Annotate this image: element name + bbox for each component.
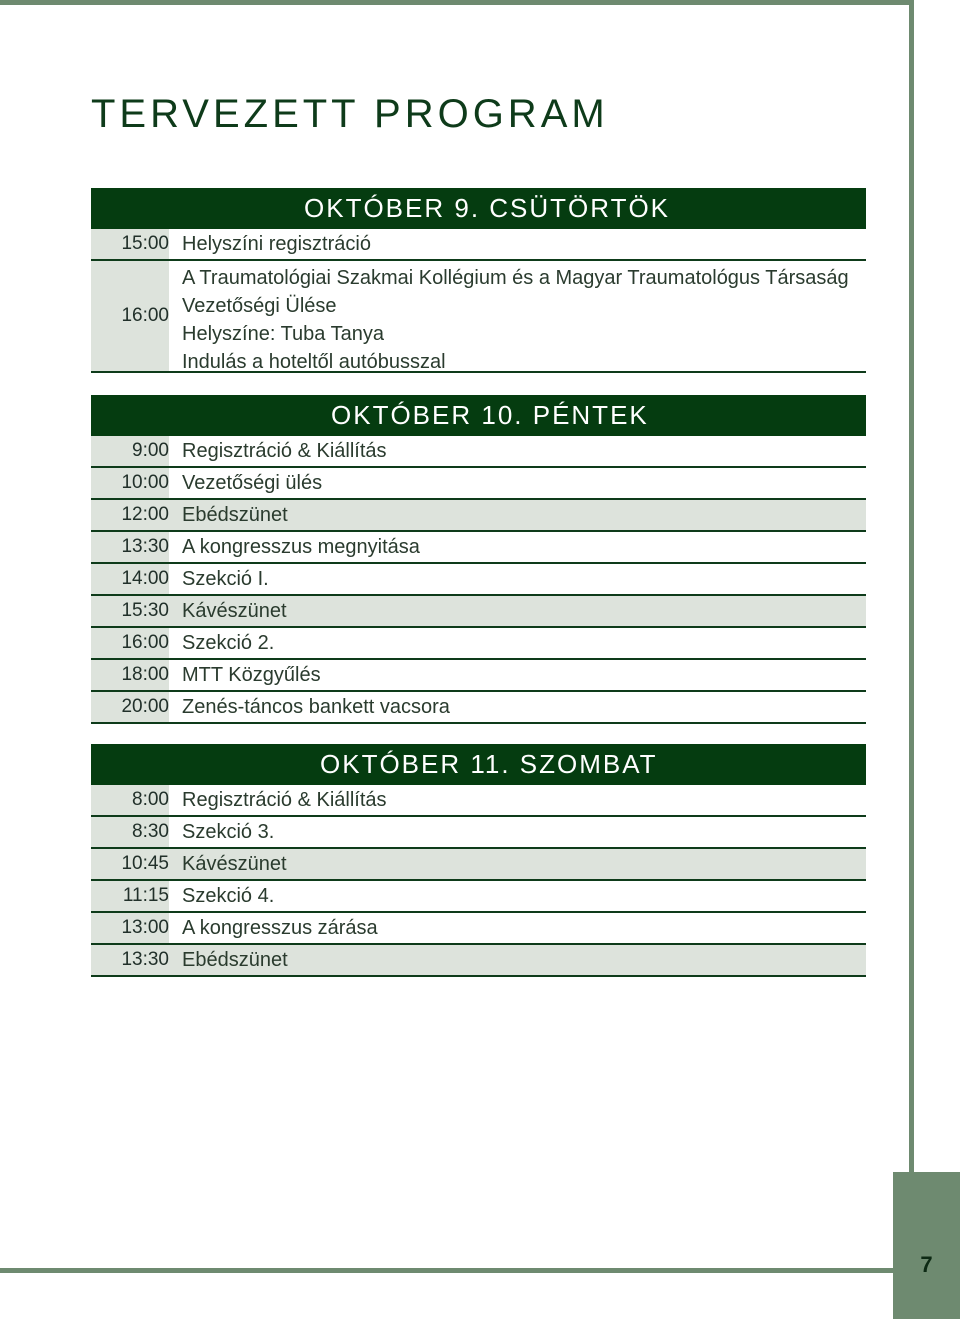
event-text: Szekció 3.	[182, 820, 275, 843]
event-text: Vezetőségi ülés	[182, 471, 323, 494]
day-header	[91, 744, 866, 785]
time-cell: 12:00	[91, 500, 169, 530]
page-frame-bottom	[0, 1268, 914, 1273]
event-text: A kongresszus zárása	[182, 916, 378, 939]
time-cell: 15:30	[91, 596, 169, 626]
schedule-row	[91, 945, 866, 977]
event-text: Regisztráció & Kiállítás	[182, 439, 387, 462]
page-frame-right	[909, 0, 914, 1273]
event-text	[182, 261, 866, 371]
day-block-oct-10	[91, 395, 866, 724]
schedule-row	[91, 564, 866, 596]
event-text: Helyszíni regisztráció	[182, 232, 371, 255]
time-cell: 13:30	[91, 532, 169, 562]
day-block-oct-11	[91, 744, 866, 977]
event-text: Szekció I.	[182, 567, 269, 590]
time-cell: 16:00	[91, 628, 169, 658]
schedule-row	[91, 913, 866, 945]
day-heading: OKTÓBER 9. CSÜTÖRTÖK	[304, 193, 671, 223]
time-cell: 11:15	[91, 881, 169, 911]
day-header	[91, 395, 866, 436]
schedule-row	[91, 692, 866, 724]
time-cell: 8:30	[91, 817, 169, 847]
time-cell: 14:00	[91, 564, 169, 594]
schedule-row	[91, 817, 866, 849]
event-line: A Traumatológiai Szakmai Kollégium és a Magyar Traumatológus Társaság	[182, 267, 849, 289]
schedule-row	[91, 785, 866, 817]
schedule-row	[91, 596, 866, 628]
time-cell: 10:00	[91, 468, 169, 498]
schedule-row	[91, 849, 866, 881]
day-block-oct-9	[91, 188, 866, 373]
schedule-row	[91, 881, 866, 913]
event-text: Kávészünet	[182, 599, 287, 622]
event-text: Zenés-táncos bankett vacsora	[182, 695, 450, 718]
event-line: Helyszíne: Tuba Tanya	[182, 323, 384, 345]
event-text: Szekció 2.	[182, 631, 275, 654]
page-frame-top	[0, 0, 914, 5]
event-text: Ebédszünet	[182, 948, 288, 971]
time-cell: 20:00	[91, 692, 169, 722]
time-cell: 13:00	[91, 913, 169, 943]
event-text: MTT Közgyűlés	[182, 663, 321, 686]
time-cell: 10:45	[91, 849, 169, 879]
event-text: A kongresszus megnyitása	[182, 535, 420, 558]
event-line: Indulás a hoteltől autóbusszal	[182, 351, 446, 373]
schedule-row	[91, 532, 866, 564]
time-cell: 16:00	[91, 261, 169, 371]
schedule-row	[91, 436, 866, 468]
event-line: Vezetőségi Ülése	[182, 295, 337, 317]
day-header	[91, 188, 866, 229]
page-number: 7	[920, 1252, 933, 1277]
schedule-row	[91, 500, 866, 532]
schedule-row	[91, 229, 866, 261]
event-text: Ebédszünet	[182, 503, 288, 526]
event-text: Kávészünet	[182, 852, 287, 875]
schedule-row	[91, 261, 866, 373]
schedule-row	[91, 628, 866, 660]
time-cell: 18:00	[91, 660, 169, 690]
event-text: Regisztráció & Kiállítás	[182, 788, 387, 811]
event-text: Szekció 4.	[182, 884, 275, 907]
page-number-tab	[893, 1172, 960, 1319]
day-heading: OKTÓBER 11. SZOMBAT	[320, 749, 658, 779]
time-cell: 13:30	[91, 945, 169, 975]
page-title: TERVEZETT PROGRAM	[91, 92, 609, 136]
time-cell: 8:00	[91, 785, 169, 815]
day-heading: OKTÓBER 10. PÉNTEK	[331, 400, 649, 430]
schedule-row	[91, 468, 866, 500]
schedule-row	[91, 660, 866, 692]
time-cell: 9:00	[91, 436, 169, 466]
time-cell: 15:00	[91, 229, 169, 259]
